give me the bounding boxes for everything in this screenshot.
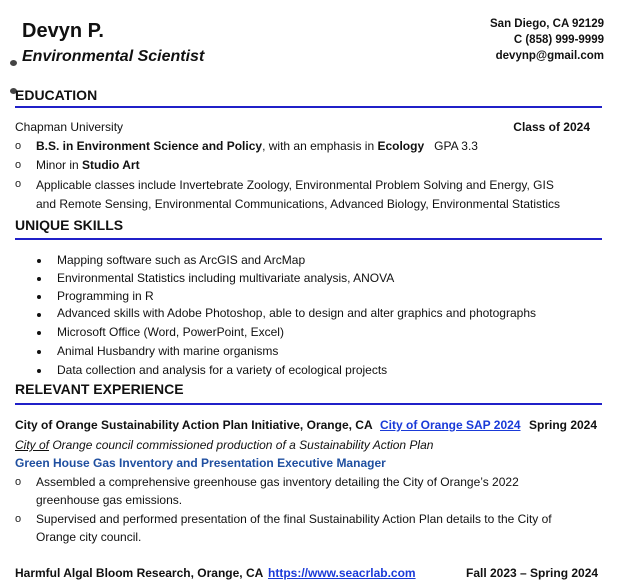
skill-item: Mapping software such as ArcGIS and ArcMap	[57, 253, 306, 267]
hollow-bullet-icon: o	[15, 140, 22, 152]
classes-line-1: Applicable classes include Invertebrate Zoology, Environmental Problem Solving and Energy, GIS	[36, 178, 554, 192]
skill-item: Animal Husbandry with marine organisms	[57, 344, 279, 358]
candidate-name: Devyn P.	[22, 20, 104, 42]
skill-item: Microsoft Office (Word, PowerPoint, Excel)	[57, 325, 284, 339]
contact-email[interactable]: devynp@gmail.com	[495, 50, 604, 62]
skill-item: Environmental Statistics including multivariate analysis, ANOVA	[57, 271, 395, 285]
job-bullet-1-line-1: Assembled a comprehensive greenhouse gas inventory detailing the City of Orange’s 2022	[36, 475, 519, 489]
section-divider	[15, 403, 602, 405]
bullet-icon	[37, 277, 41, 281]
gpa: GPA 3.3	[434, 139, 478, 153]
school-name: Chapman University	[15, 120, 124, 134]
skill-item: Programming in R	[57, 289, 154, 303]
job2-link[interactable]: https://www.seacrlab.com	[268, 566, 416, 580]
minor-prefix: Minor in	[36, 158, 83, 172]
hollow-bullet-icon: o	[15, 476, 22, 488]
bullet-icon	[37, 350, 41, 354]
skill-item: Advanced skills with Adobe Photoshop, able to design and alter graphics and photographs	[57, 306, 536, 320]
bullet-icon	[37, 295, 41, 299]
job-bullet-2-line-2: Orange city council.	[36, 530, 142, 544]
contact-location: San Diego, CA 92129	[490, 18, 604, 30]
job-date: Spring 2024	[529, 418, 598, 432]
job-position: Green House Gas Inventory and Presentation Executive Manager	[15, 456, 386, 470]
class-year: Class of 2024	[513, 120, 590, 134]
section-divider	[15, 238, 602, 240]
job-bullet-2-line-1: Supervised and performed presentation of the final Sustainability Action Plan details to the City of	[36, 512, 552, 526]
bullet-icon	[37, 259, 41, 263]
section-heading-experience: RELEVANT EXPERIENCE	[15, 381, 184, 397]
job-org: City of Orange Sustainability Action Plan Initiative, Orange, CA	[15, 418, 373, 432]
bullet-icon	[37, 331, 41, 335]
job-description-underlined: City of	[15, 438, 50, 452]
candidate-title: Environmental Scientist	[22, 48, 205, 65]
degree-line	[36, 139, 478, 153]
classes-line-2: and Remote Sensing, Environmental Communications, Advanced Biology, Environmental Statistics	[36, 197, 561, 211]
section-divider	[15, 106, 602, 108]
job2-org: Harmful Algal Bloom Research, Orange, CA	[15, 566, 264, 580]
section-heading-education: EDUCATION	[15, 87, 98, 103]
bullet-icon	[37, 313, 41, 317]
hollow-bullet-icon: o	[15, 178, 22, 190]
minor: Studio Art	[82, 158, 140, 172]
job-description	[15, 438, 433, 452]
decorative-dot-icon	[10, 60, 17, 66]
job2-date: Fall 2023 – Spring 2024	[466, 566, 599, 580]
degree-emphasis: Ecology	[377, 139, 425, 153]
minor-line	[36, 158, 140, 172]
skill-item: Data collection and analysis for a variety of ecological projects	[57, 363, 388, 377]
hollow-bullet-icon: o	[15, 159, 22, 171]
bullet-icon	[37, 369, 41, 373]
degree: B.S. in Environment Science and Policy	[36, 139, 263, 153]
job-description-rest: Orange council commissioned production of a Sustainability Action Plan	[49, 438, 434, 452]
section-heading-skills: UNIQUE SKILLS	[15, 217, 124, 233]
hollow-bullet-icon: o	[15, 513, 22, 525]
contact-phone: C (858) 999-9999	[513, 34, 604, 46]
degree-connector: , with an emphasis in	[262, 139, 378, 153]
job-link[interactable]: City of Orange SAP 2024	[380, 418, 521, 432]
job-bullet-1-line-2: greenhouse gas emissions.	[36, 493, 183, 507]
